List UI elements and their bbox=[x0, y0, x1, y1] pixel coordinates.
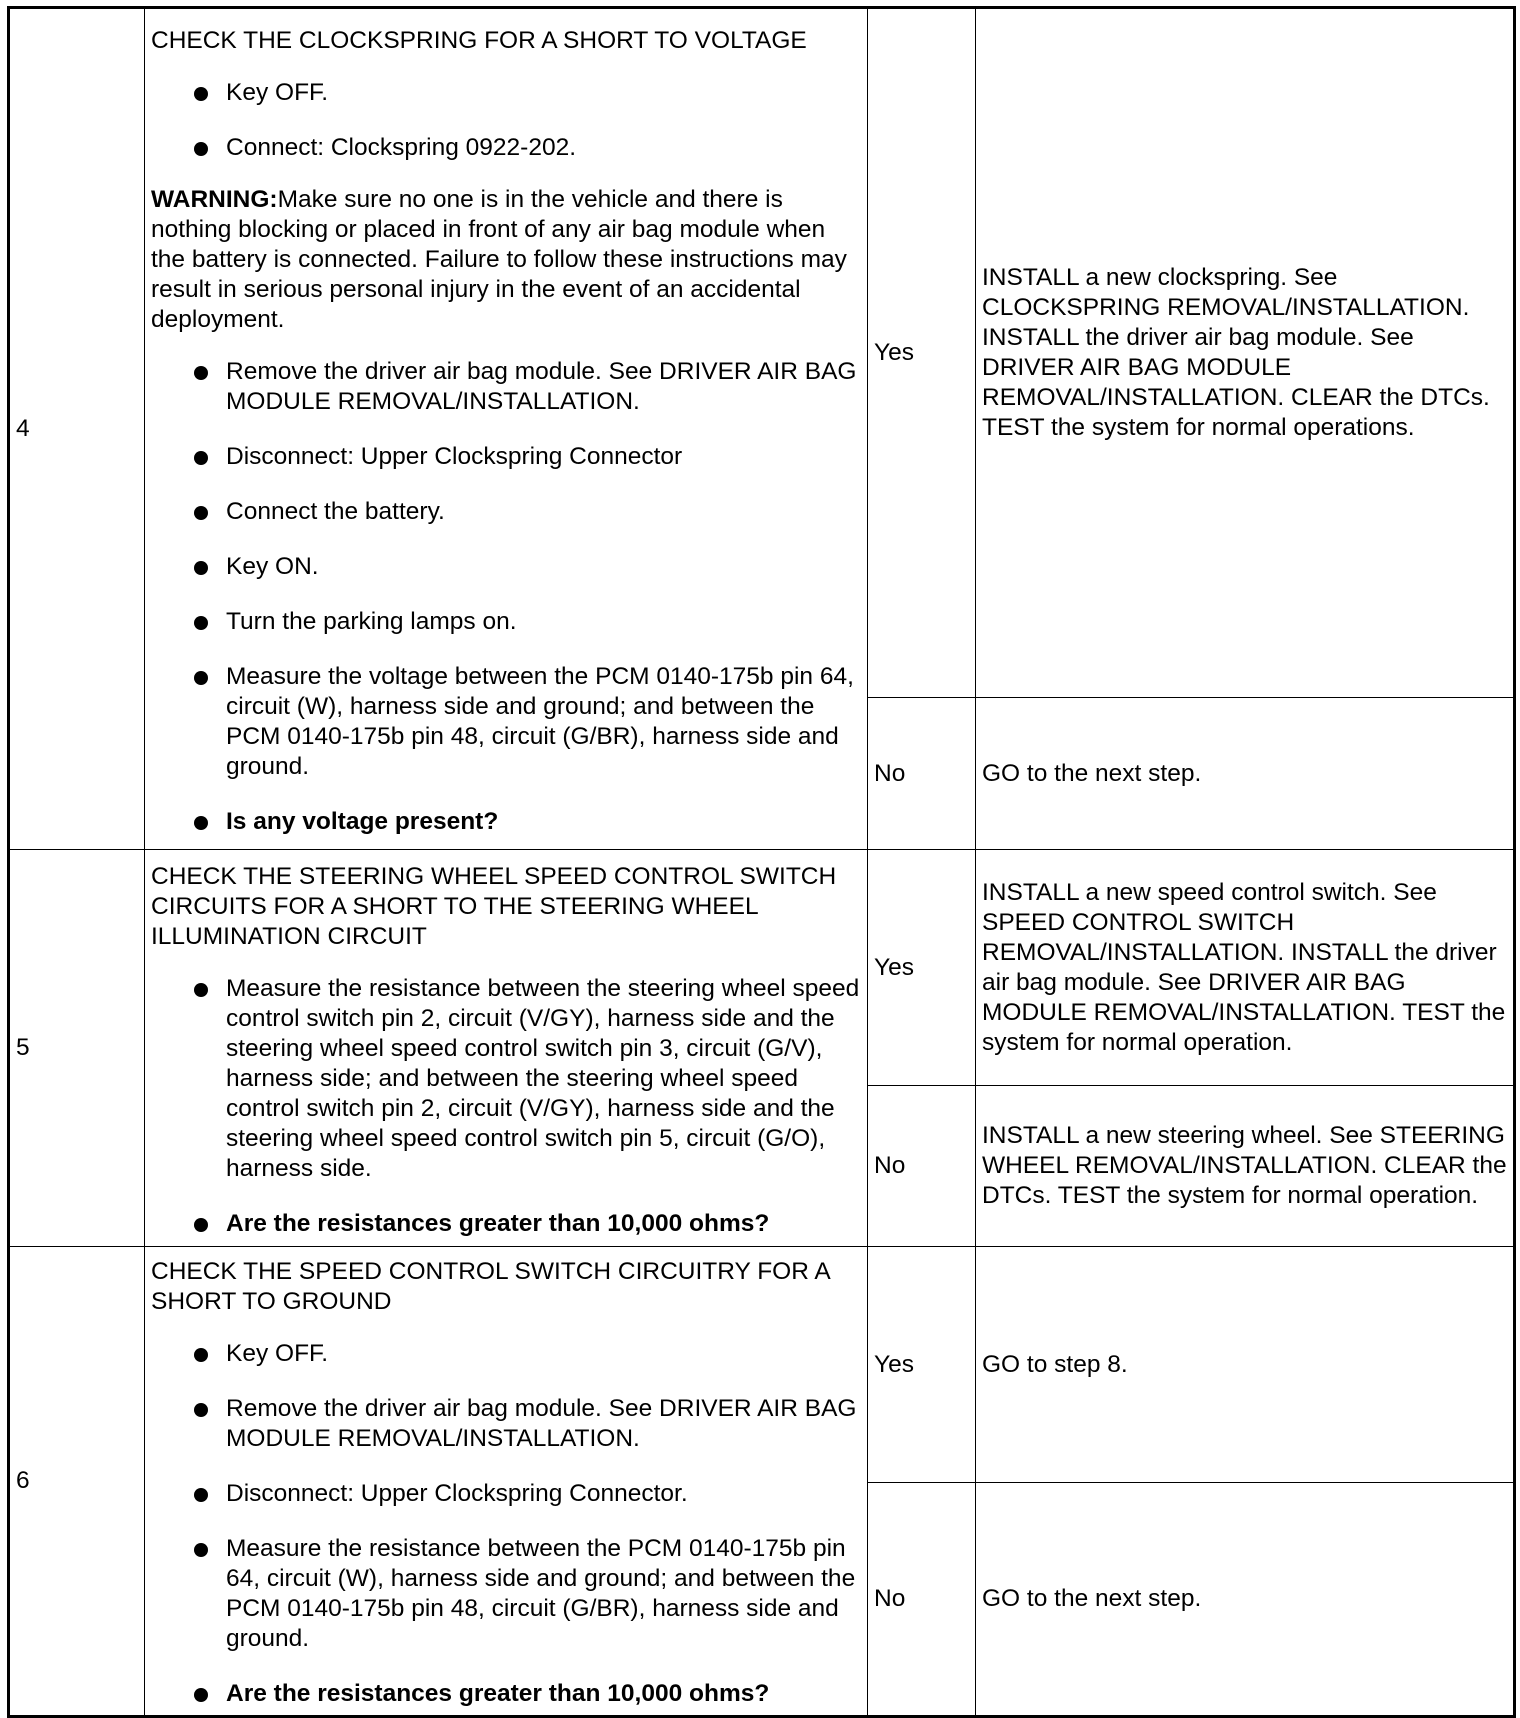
step-row-4-yes bbox=[9, 8, 1515, 698]
no-result: GO to the next step. bbox=[976, 1483, 1515, 1717]
action-bullet: Measure the resistance between the PCM 0140-175b pin 64, circuit (W), harness side and ground; and between the PCM 0140-175b pin 48, circuit (G/BR), harness side and ground. bbox=[151, 1534, 861, 1654]
yes-result: INSTALL a new clockspring. See CLOCKSPRING REMOVAL/INSTALLATION. INSTALL the driver air bag module. See DRIVER AIR BAG MODULE REMOVAL/INSTALLATION. CLEAR the DTCs. TEST the system for normal operations. bbox=[976, 8, 1515, 698]
step-action bbox=[145, 850, 868, 1247]
step-number: 4 bbox=[9, 8, 145, 850]
yes-label: Yes bbox=[868, 850, 976, 1086]
step-action bbox=[145, 1247, 868, 1717]
action-bullet: Key ON. bbox=[151, 552, 861, 582]
yes-result: GO to step 8. bbox=[976, 1247, 1515, 1483]
action-bullet: Disconnect: Upper Clockspring Connector. bbox=[151, 1479, 861, 1509]
no-label: No bbox=[868, 1086, 976, 1247]
action-list bbox=[151, 357, 861, 837]
action-bullet: Measure the resistance between the steering wheel speed control switch pin 2, circuit (V/GY), harness side and the steering wheel speed control switch pin 3, circuit (G/V), harness side; and between the steering wheel speed control switch pin 2, circuit (V/GY), harness side and the steering wheel speed control switch pin 5, circuit (G/O), harness side. bbox=[151, 974, 861, 1184]
step-question: Are the resistances greater than 10,000 ohms? bbox=[151, 1209, 861, 1239]
no-label: No bbox=[868, 1483, 976, 1717]
action-bullet: Remove the driver air bag module. See DRIVER AIR BAG MODULE REMOVAL/INSTALLATION. bbox=[151, 357, 861, 417]
warning-label: WARNING: bbox=[151, 185, 278, 213]
step-question: Is any voltage present? bbox=[151, 807, 861, 837]
step-row-5-yes bbox=[9, 850, 1515, 1086]
warning-note bbox=[151, 185, 861, 335]
step-number: 5 bbox=[9, 850, 145, 1247]
action-list bbox=[151, 974, 861, 1239]
step-action bbox=[145, 8, 868, 850]
no-label: No bbox=[868, 698, 976, 850]
action-bullet: Remove the driver air bag module. See DRIVER AIR BAG MODULE REMOVAL/INSTALLATION. bbox=[151, 1394, 861, 1454]
step-number: 6 bbox=[9, 1247, 145, 1717]
action-bullet: Key OFF. bbox=[151, 78, 861, 108]
no-result: GO to the next step. bbox=[976, 698, 1515, 850]
action-bullet: Connect the battery. bbox=[151, 497, 861, 527]
action-list bbox=[151, 78, 861, 163]
action-bullet: Disconnect: Upper Clockspring Connector bbox=[151, 442, 861, 472]
yes-label: Yes bbox=[868, 8, 976, 698]
warning-text: Make sure no one is in the vehicle and there is nothing blocking or placed in front of any air bag module when the battery is connected. Failure to follow these instructions may result in serious personal injury in the event of an accidental deployment. bbox=[151, 185, 847, 333]
action-bullet: Turn the parking lamps on. bbox=[151, 607, 861, 637]
step-title: CHECK THE STEERING WHEEL SPEED CONTROL SWITCH CIRCUITS FOR A SHORT TO THE STEERING WHEEL ILLUMINATION CIRCUIT bbox=[151, 862, 837, 950]
action-list bbox=[151, 1339, 861, 1709]
step-title: CHECK THE SPEED CONTROL SWITCH CIRCUITRY FOR A SHORT TO GROUND bbox=[151, 1258, 830, 1315]
step-title: CHECK THE CLOCKSPRING FOR A SHORT TO VOLTAGE bbox=[151, 26, 807, 54]
step-question: Are the resistances greater than 10,000 ohms? bbox=[151, 1679, 861, 1709]
diagnostic-table bbox=[7, 6, 1516, 1718]
action-bullet: Measure the voltage between the PCM 0140-175b pin 64, circuit (W), harness side and ground; and between the PCM 0140-175b pin 48, circuit (G/BR), harness side and ground. bbox=[151, 662, 861, 782]
action-bullet: Key OFF. bbox=[151, 1339, 861, 1369]
no-result: INSTALL a new steering wheel. See STEERING WHEEL REMOVAL/INSTALLATION. CLEAR the DTCs. TEST the system for normal operation. bbox=[976, 1086, 1515, 1247]
step-row-6-yes bbox=[9, 1247, 1515, 1483]
yes-label: Yes bbox=[868, 1247, 976, 1483]
yes-result: INSTALL a new speed control switch. See SPEED CONTROL SWITCH REMOVAL/INSTALLATION. INSTALL the driver air bag module. See DRIVER AIR BAG MODULE REMOVAL/INSTALLATION. TEST the system for normal operation. bbox=[976, 850, 1515, 1086]
action-bullet: Connect: Clockspring 0922-202. bbox=[151, 133, 861, 163]
